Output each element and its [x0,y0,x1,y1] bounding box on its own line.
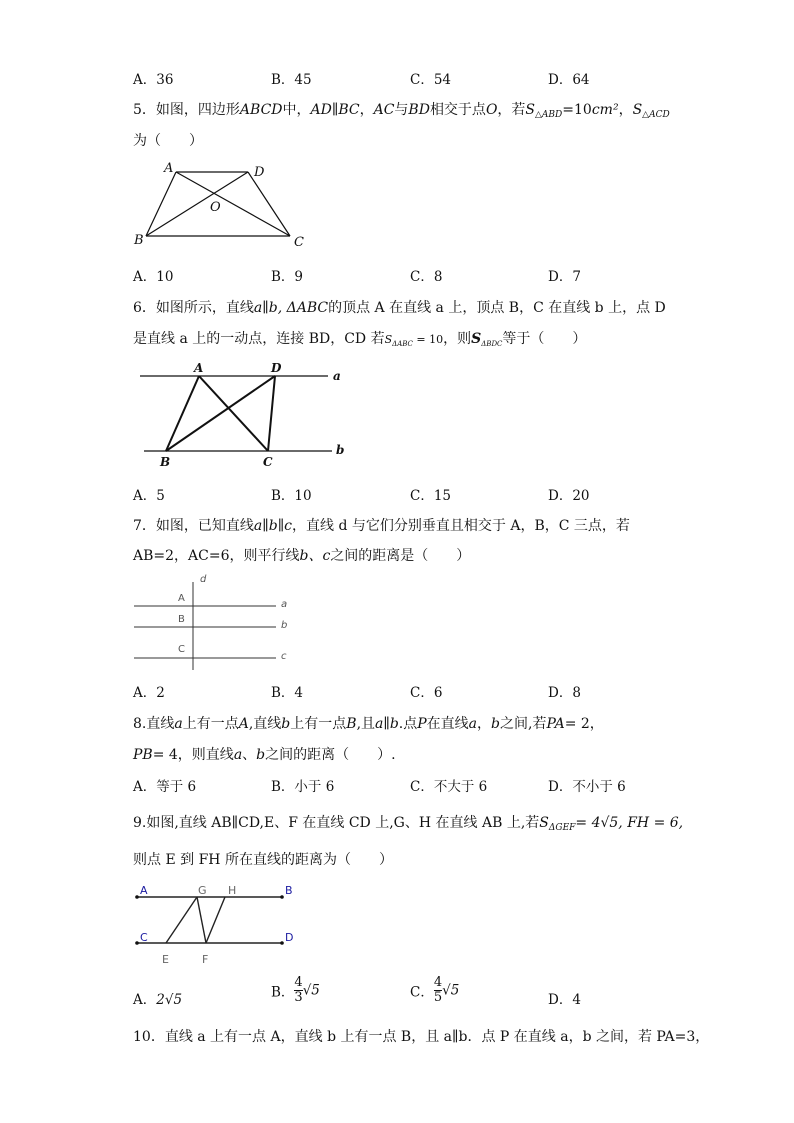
fraction: $\frac{4}{3}$ [294,975,303,1005]
q7-label-line-c: c [281,651,287,662]
q7-label-a-point: A [178,593,185,604]
q6-label-c: C [263,455,273,469]
q9-label-c: C [140,931,148,944]
fraction: $\frac{4}{5}$ [433,975,443,1005]
q7-option-d[interactable]: D．8 [548,685,581,701]
q4-option-c[interactable]: C．54 [410,72,452,88]
q9-figure [130,880,310,970]
q9-option-b[interactable]: B． $\frac{4}{3}$ √5 [271,975,320,1005]
q7-option-c[interactable]: C．6 [410,685,443,701]
q5-stem-line1: 5．如图，四边形ABCD中，AD∥BC，AC与BD相交于点O，若$S_{\triangle ABD}=10cm^2$，$S_{\triangle ACD}$ [133,102,670,120]
q9-label-g: G [198,884,207,897]
q6-label-b: B [160,455,171,469]
q9-segment-ge [166,897,197,943]
q5-option-b[interactable]: B．9 [271,269,304,285]
q6-stem-line2: 是直线 a 上的一动点，连接 BD，CD 若$S_{\Delta ABC} = 10$，则$S_{\Delta BDC}$等于（ ） [133,331,587,348]
q4-option-d[interactable]: D．64 [548,72,590,88]
q10-stem-line1: 10．直线 a 上有一点 A，直线 b 上有一点 B，且 a∥b．点 P 在直线 a，b 之间，若 PA=3， [133,1029,710,1045]
q9-point-a [135,895,139,899]
q7-label-b-point: B [178,614,185,625]
q9-label-h: H [228,884,237,897]
q4-option-a[interactable]: A．36 [133,72,174,88]
q8-option-b[interactable]: B．小于 6 [271,779,335,795]
q7-stem-line2: AB=2，AC=6，则平行线b、c之间的距离是（ ） [133,548,471,564]
q8-option-d[interactable]: D．不小于 6 [548,779,626,795]
q6-label-line-b: b [336,443,345,457]
q9-point-b [280,895,284,899]
q7-option-a[interactable]: A．2 [133,685,165,701]
q5-option-a[interactable]: A．10 [133,269,174,285]
q6-option-b[interactable]: B．10 [271,488,312,504]
q5-side-dc [248,172,290,236]
q9-point-c [135,941,139,945]
q7-stem-line1: 7．如图，已知直线a∥b∥c，直线 d 与它们分别垂直且相交于 A，B，C 三点，若 [133,518,630,534]
q9-segment-gf [197,897,206,943]
q4-option-b[interactable]: B．45 [271,72,312,88]
q9-label-a: A [140,884,148,897]
q5-figure [130,160,320,255]
q9-label-e: E [162,953,169,966]
q7-label-d: d [200,574,207,585]
q8-option-c[interactable]: C．不大于 6 [410,779,488,795]
q7-figure [130,572,300,672]
q5-stem-line2: 为（ ） [133,133,203,149]
q7-label-line-a: a [281,599,288,610]
q9-point-d [280,941,284,945]
q9-option-d[interactable]: D．4 [548,992,581,1008]
q7-label-c-point: C [178,644,185,655]
q7-option-b[interactable]: B．4 [271,685,304,701]
q9-option-c[interactable]: C． $\frac{4}{5}$ √5 [410,975,460,1005]
q9-stem-line2: 则点 E 到 FH 所在直线的距离为（ ） [133,852,393,868]
q8-stem-line2: PB= 4，则直线a、b之间的距离（ ）. [133,747,396,763]
q6-label-line-a: a [333,369,341,383]
q5-label-a: A [164,161,174,176]
q5-option-c[interactable]: C．8 [410,269,443,285]
q6-figure [140,360,350,470]
q9-stem-line1: 9.如图,直线 AB∥CD,E、F 在直线 CD 上,G、H 在直线 AB 上,若$S_{\Delta GEF}= 4√5$, FH = 6, [133,815,684,833]
q9-label-f: F [202,953,209,966]
q6-option-a[interactable]: A．5 [133,488,165,504]
q9-segment-hf [206,897,225,943]
q5-label-o: O [210,200,221,215]
q6-option-d[interactable]: D．20 [548,488,590,504]
q6-label-a: A [194,361,204,375]
q5-label-d: D [254,165,265,180]
q5-label-c: C [294,235,304,250]
q6-option-c[interactable]: C．15 [410,488,452,504]
q5-label-b: B [134,233,144,248]
q6-stem-line1: 6．如图所示，直线a∥b, ΔABC的顶点 A 在直线 a 上，顶点 B，C 在直线 b 上，点 D [133,300,666,316]
q7-label-line-b: b [281,620,288,631]
q5-option-d[interactable]: D．7 [548,269,581,285]
q6-segment-dc [268,376,275,451]
q8-option-a[interactable]: A．等于 6 [133,779,197,795]
q9-label-b: B [285,884,293,897]
q8-stem-line1: 8.直线a上有一点A,直线b上有一点B,且a∥b.点P在直线a，b之间,若PA= 2， [133,716,604,732]
q9-option-a[interactable]: A．2√5 [133,992,183,1008]
q9-label-d: D [285,931,294,944]
q6-label-d: D [271,361,282,375]
